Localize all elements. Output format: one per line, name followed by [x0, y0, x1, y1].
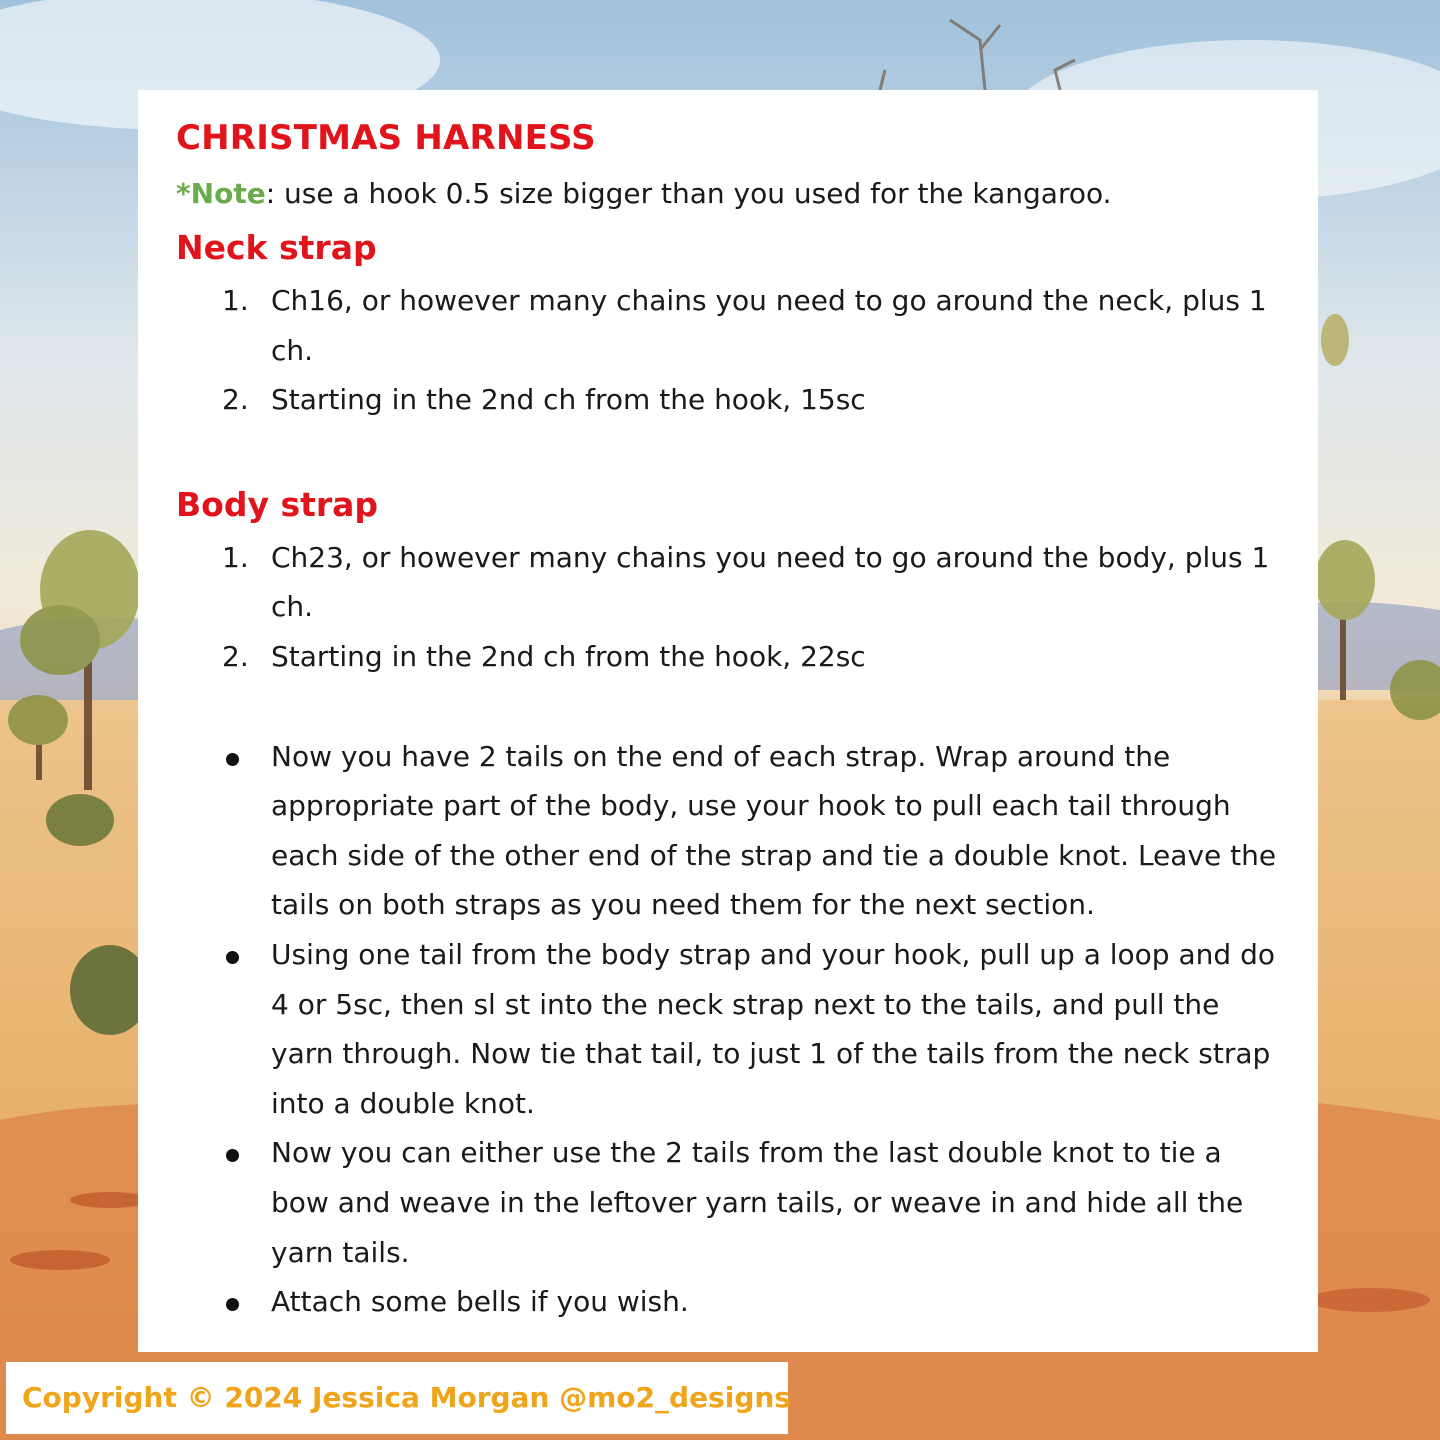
- note-text: : use a hook 0.5 size bigger than you used for the kangaroo.: [265, 177, 1112, 210]
- list-item: [176, 1128, 1278, 1277]
- copyright-notice: Copyright © 2024 Jessica Morgan @mo2_designs: [6, 1362, 788, 1434]
- step-number: 2.: [222, 383, 249, 417]
- list-item: [176, 1277, 1278, 1327]
- list-item: [176, 375, 1278, 425]
- assembly-bullets: [176, 732, 1278, 1327]
- list-item: [176, 276, 1278, 375]
- list-item: [176, 732, 1278, 930]
- note-line: [176, 172, 1278, 216]
- step-text: Ch23, or however many chains you need to go around the body, plus 1 ch.: [271, 540, 1270, 624]
- neck-strap-steps: [176, 276, 1278, 425]
- step-text: Starting in the 2nd ch from the hook, 22sc: [271, 639, 866, 673]
- bullet-text: Now you can either use the 2 tails from the last double knot to tie a bow and weave in the leftover yarn tails, or weave in and hide all the yarn tails.: [271, 1136, 1244, 1269]
- list-item: [176, 533, 1278, 632]
- bullet-icon: [226, 753, 239, 766]
- bullet-icon: [226, 951, 239, 964]
- list-item: [176, 930, 1278, 1128]
- page-title: CHRISTMAS HARNESS: [176, 118, 596, 158]
- step-text: Starting in the 2nd ch from the hook, 15sc: [271, 383, 866, 417]
- body-strap-heading: Body strap: [176, 484, 379, 524]
- step-number: 2.: [222, 639, 249, 673]
- neck-strap-heading: Neck strap: [176, 228, 377, 267]
- step-number: 1.: [222, 540, 249, 574]
- note-label: *Note: [176, 177, 266, 210]
- body-strap-steps: [176, 533, 1278, 682]
- bullet-icon: [226, 1149, 239, 1162]
- step-number: 1.: [222, 284, 249, 317]
- step-text: Ch16, or however many chains you need to go around the neck, plus 1 ch.: [271, 284, 1267, 367]
- bullet-text: Now you have 2 tails on the end of each strap. Wrap around the appropriate part of the body, use your hook to pull each tail through each side of the other end of the strap and tie a double knot. Leave the tails on both straps as you need them for the next section.: [271, 739, 1277, 922]
- bullet-icon: [226, 1298, 239, 1311]
- bullet-text: Attach some bells if you wish.: [271, 1285, 689, 1319]
- list-item: [176, 632, 1278, 682]
- pattern-card: [138, 90, 1318, 1352]
- bullet-text: Using one tail from the body strap and your hook, pull up a loop and do 4 or 5sc, then sl st into the neck strap next to the tails, and pull the yarn through. Now tie that tail, to just 1 of the tails from the neck strap into a double knot.: [271, 937, 1275, 1120]
